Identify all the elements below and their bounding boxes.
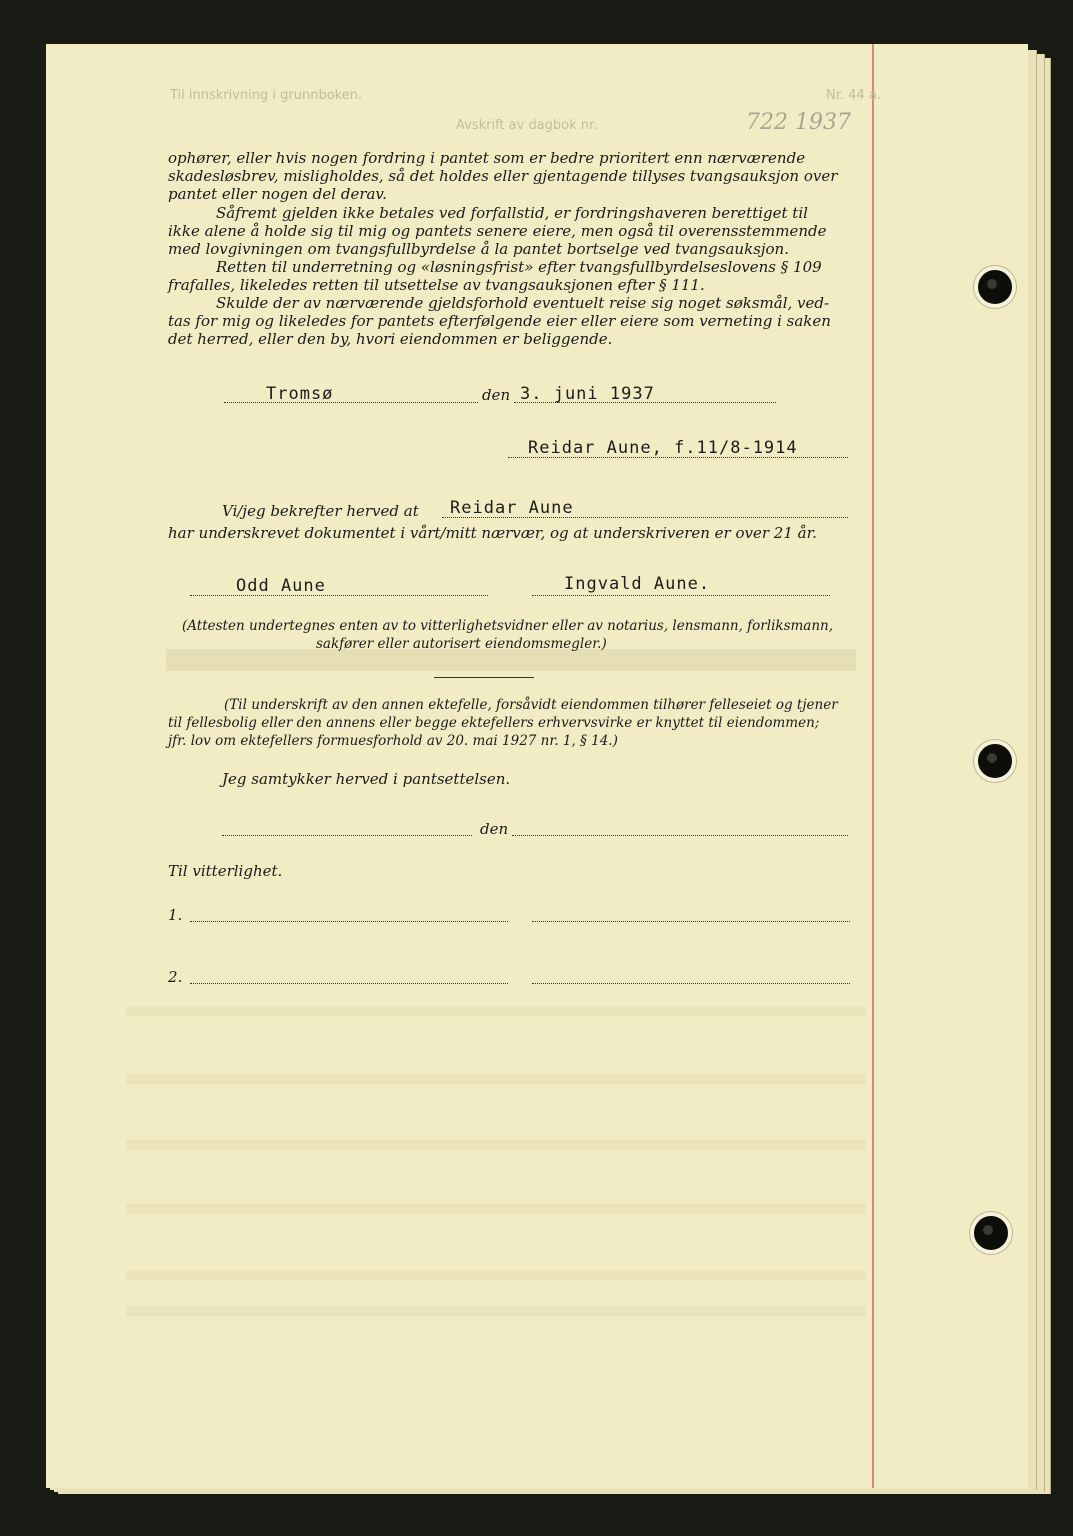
ghost-caption: Avskrift av dagbok nr.: [456, 118, 598, 133]
witness-section-line-1b: [532, 920, 850, 922]
witness-section-line-2a: [190, 982, 508, 984]
spouse-note: (Til underskrift av den annen ektefelle, forsåvidt eiendommen tilhører felleseiet og tjener til fellesbolig eller den annens eller begge ektefellers erhvervsvirke er knyttet til eiendommen; jfr. lov om ektefellers formuesforhold av 20. mai 1927 nr. 1, § 14.): [168, 697, 838, 749]
place-value: Tromsø: [266, 384, 334, 404]
attest-statement: har underskrevet dokumentet i vårt/mitt nærvær, og at underskriveren er over 21 år.: [168, 524, 817, 542]
witness-number-1: 1.: [168, 906, 183, 924]
witness-section-line-2b: [532, 982, 850, 984]
spouse-place-line: [222, 834, 472, 836]
witness-name-2: Ingvald Aune.: [564, 574, 711, 594]
ghost-band: [166, 649, 856, 671]
attest-intro: Vi/jeg bekrefter herved at: [222, 502, 419, 520]
ghost-band: [126, 1204, 866, 1214]
witness-section-line-1a: [190, 920, 508, 922]
paragraph-lien-terms: ophører, eller hvis nogen fordring i pantet som er bedre prioritert enn nærværende skadesløsbrev, misligholdes, så det holdes eller gjentagende tillyses tvangsauksjon over pantet eller nogen del derav.: [168, 149, 838, 204]
binder-hole-middle: [974, 740, 1016, 782]
paragraph-notice-terms: Retten til underretning og «løsningsfrist» efter tvangsfullbyrdelseslovens § 109 frafalles, likeledes retten til utsettelse av tvangsauksjonen efter § 111.: [168, 258, 822, 295]
witness-line-1: [190, 594, 488, 596]
ghost-header-left: Til innskrivning i grunnboken.: [170, 88, 363, 103]
signature-value: Reidar Aune, f.11/8-1914: [528, 438, 798, 458]
ghost-band: [126, 1006, 866, 1016]
spouse-date-label: den: [480, 820, 509, 838]
ghost-band: [126, 1306, 866, 1316]
attest-name: Reidar Aune: [450, 498, 574, 518]
date-label: den: [482, 386, 511, 404]
attest-note-line-1: (Attesten undertegnes enten av to vitterlighetsvidner eller av notarius, lensmann, forliksmann,: [182, 618, 834, 634]
spouse-consent: Jeg samtykker herved i pantsettelsen.: [222, 770, 511, 788]
ghost-band: [126, 1270, 866, 1280]
binder-hole-bottom: [970, 1212, 1012, 1254]
date-value: 3. juni 1937: [520, 384, 655, 404]
ghost-band: [126, 1074, 866, 1084]
witness-name-1: Odd Aune: [236, 576, 326, 596]
document-page: [46, 44, 1028, 1488]
margin-line: [872, 44, 874, 1488]
witness-line-2: [532, 594, 830, 596]
ghost-band: [126, 1140, 866, 1150]
divider: [434, 676, 534, 678]
ghost-handwritten-number: 722 1937: [746, 110, 851, 135]
paragraph-default-terms: Såfremt gjelden ikke betales ved forfallstid, er fordringshaveren berettiget til ikke alene å holde sig til mig og pantets senere eiere, men også til overensstemmende med lovgivningen om tvangsfullbyrdelse å la pantet bortselge ved tvangsauksjon.: [168, 204, 827, 259]
spouse-date-line: [512, 834, 848, 836]
place-line: [224, 401, 478, 403]
ghost-header-right: Nr. 44 a.: [826, 88, 881, 103]
witness-number-2: 2.: [168, 968, 183, 986]
attest-note-line-2: sakfører eller autorisert eiendomsmegler.): [316, 636, 607, 652]
witness-title: Til vitterlighet.: [168, 862, 283, 880]
paragraph-venue-terms: Skulde der av nærværende gjeldsforhold eventuelt reise sig noget søksmål, ved- tas for mig og likeledes for pantets efterfølgende eier eller eiere som verneting i saken det herred, eller den by, hvori eiendommen er beliggende.: [168, 294, 831, 349]
binder-hole-top: [974, 266, 1016, 308]
